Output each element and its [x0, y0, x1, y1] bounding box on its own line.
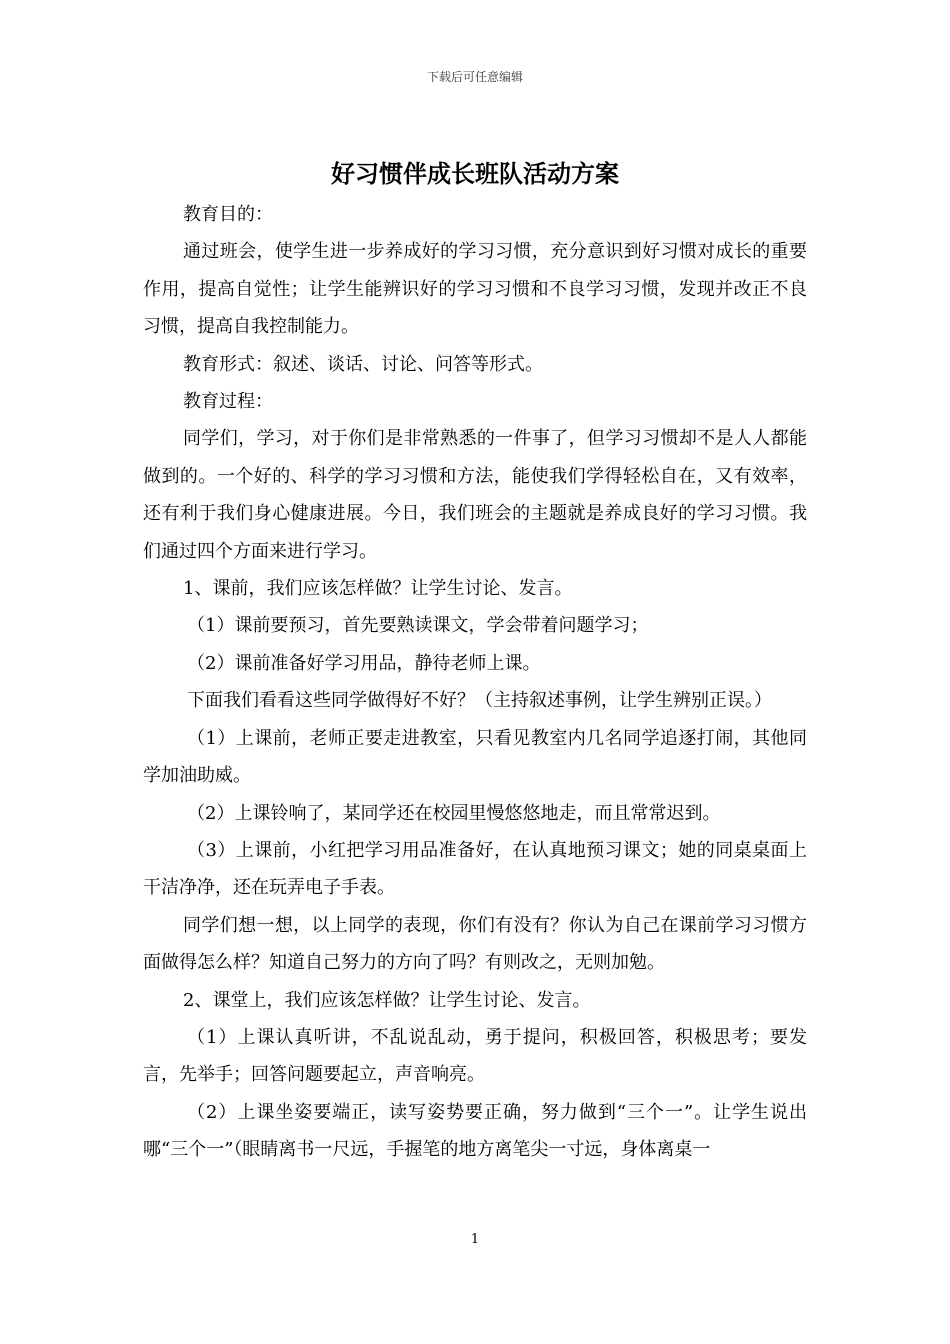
list-item: （1）上课认真听讲，不乱说乱动，勇于提问，积极回答，积极思考；要发言，先举手；回答问题要起立，声音响亮。: [143, 1026, 807, 1086]
document-body: [143, 196, 807, 1169]
list-item: （2）上课坐姿要端正，读写姿势要正确，努力做到“三个一”。让学生说出哪“三个一”（眼睛离书一尺远，手握笔的地方离笔尖一寸远，身体离桌一: [143, 1101, 807, 1161]
paragraph-education-process-heading: 教育过程：: [183, 391, 273, 413]
paragraph-education-form: 教育形式：叙述、谈话、讨论、问答等形式。: [183, 353, 543, 375]
paragraph-education-goal-heading: 教育目的：: [183, 204, 273, 225]
paragraph-section-1: 1、课前，我们应该怎样做？让学生讨论、发言。: [183, 578, 573, 600]
paragraph-reflection: 同学们想一想，以上同学的表现，你们有没有？你认为自己在课前学习习惯方面做得怎么样？知道自己努力的方向了吗？有则改之，无则加勉。: [143, 914, 807, 974]
list-item: （1）课前要预习，首先要熟读课文，学会带着问题学习；: [187, 615, 649, 637]
paragraph-introduction: 同学们，学习，对于你们是非常熟悉的一件事了，但学习习惯却不是人人都能做到的。一个好的、科学的学习习惯和方法，能使我们学得轻松自在，又有效率，还有利于我们身心健康进展。今日，我们班会的主题就是养成良好的学习习惯。我们通过四个方面来进行学习。: [143, 428, 807, 562]
list-item: （1）上课前，老师正要走进教室，只看见教室内几名同学追逐打闹，其他同学加油助威。: [143, 727, 807, 787]
list-item: （3）上课前，小红把学习用品准备好，在认真地预习课文；她的同桌桌面上干洁净净，还在玩弄电子手表。: [143, 839, 807, 899]
paragraph-section-2: 2、课堂上，我们应该怎样做？让学生讨论、发言。: [183, 989, 591, 1011]
document-title: 好习惯伴成长班队活动方案: [331, 160, 619, 188]
paragraph-education-goal: 通过班会，使学生进一步养成好的学习习惯，充分意识到好习惯对成长的重要作用，提高自觉性；让学生能辨识好的学习习惯和不良学习习惯，发现并改正不良习惯，提高自我控制能力。: [143, 241, 807, 338]
list-item: （2）上课铃响了，某同学还在校园里慢悠悠地走，而且常常迟到。: [187, 802, 721, 824]
page-number: 1: [470, 1232, 480, 1247]
paragraph-examples-intro: 下面我们看看这些同学做得好不好？（主持叙述事例，让学生辨别正误。）: [187, 690, 772, 712]
list-item: （2）课前准备好学习用品，静待老师上课。: [187, 652, 541, 674]
header-note: 下载后可任意编辑: [426, 70, 523, 84]
